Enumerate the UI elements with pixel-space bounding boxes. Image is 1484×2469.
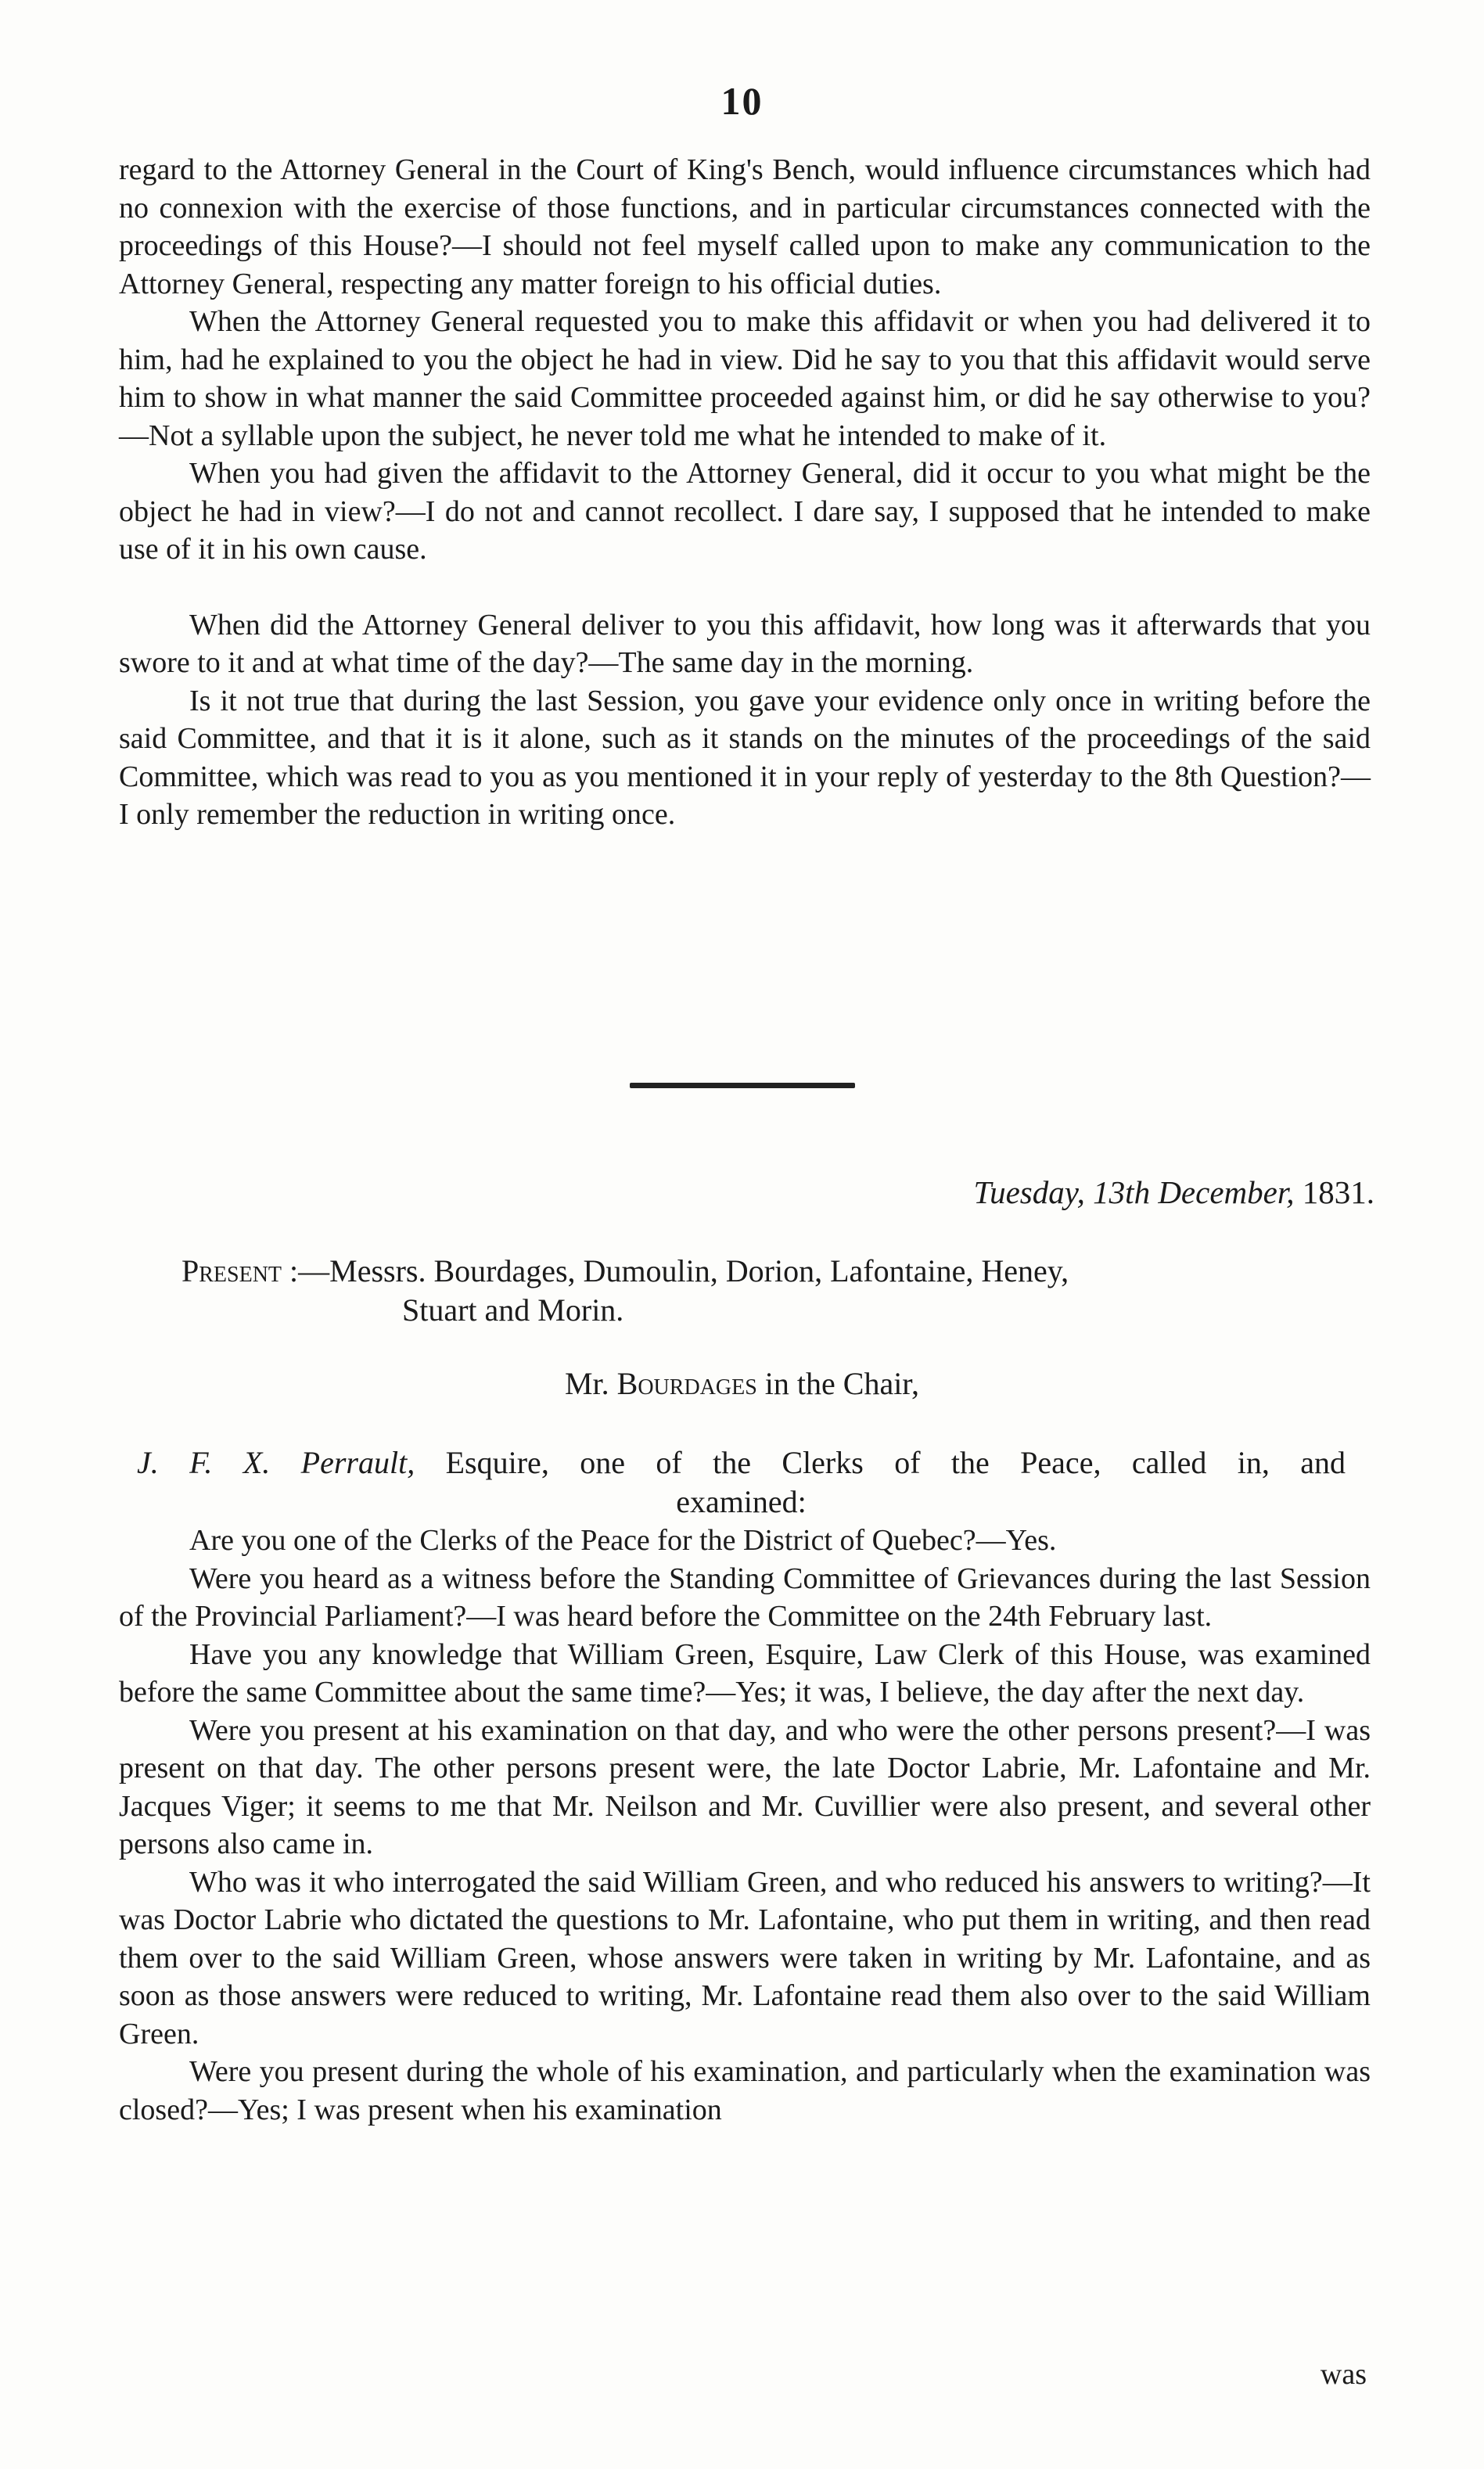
paragraph-11: Were you present during the whole of his examination, and particularly when the examination was closed?—Yes; I was present when his examination [119, 2055, 1371, 2126]
witness-line-1 [137, 1443, 1346, 1482]
dateline-weekday: Tuesday, [973, 1174, 1085, 1210]
paragraph-5: Is it not true that during the last Session, you gave your evidence only once in writing before the said Committee, and that it is it alone, such as it stands on the minutes of the proceedings of the said Committee, which was read to you as you mentioned it in your reply of yesterday to the 8th Question?—I only remember the reduction in writing once. [119, 684, 1371, 831]
paragraph-10: Who was it who interrogated the said William Green, and who reduced his answers to writing?—It was Doctor Labrie who dictated the questions to Mr. Lafontaine, who put them in writing, and then read them over to the said William Green, whose answers were taken in writing by Mr. Lafontaine, and as soon as those answers were reduced to writing, Mr. Lafontaine read them also over to the said William Green. [119, 1865, 1371, 2050]
page-number: 10 [720, 79, 764, 123]
paragraph-3: When you had given the affidavit to the Attorney General, did it occur to you what might be the object he had in view?—I do not and cannot recollect. I dare say, I supposed that he intended to make use of it in his own cause. [119, 457, 1371, 566]
paragraph-gap [119, 569, 1371, 606]
paragraph-8: Have you any knowledge that William Green, Esquire, Law Clerk of this House, was examined before the same Committee about the same time?—Yes; it was, I believe, the day after the next day. [119, 1637, 1371, 1709]
chair-line [0, 1365, 1484, 1402]
dateline [974, 1173, 1374, 1211]
dateline-month: December, [1158, 1174, 1295, 1210]
present-names-1: :—Messrs. Bourdages, Dumoulin, Dorion, Lafontaine, Heney, [289, 1253, 1069, 1288]
witness-name: J. F. X. Perrault, [137, 1445, 415, 1480]
dateline-year: 1831. [1302, 1174, 1374, 1210]
catchword: was [1320, 2358, 1367, 2391]
paragraph-2: When the Attorney General requested you to make this affidavit or when you had delivered it to him, had he explained to you the object he had in view. Did he say to you that this affidavit would serve him to show in what manner the said Committee proceeded against him, or did he say otherwise to you?—Not a syllable upon the subject, he never told me what he intended to make of it. [119, 305, 1371, 452]
dateline-day: 13th [1093, 1174, 1151, 1210]
witness-heading [137, 1443, 1346, 1522]
present-members [181, 1252, 1374, 1330]
paragraph-7: Were you heard as a witness before the Standing Committee of Grievances during the last Session of the Provincial Parliament?—I was heard before the Committee on the 24th February last. [119, 1562, 1371, 1633]
present-label: Present [181, 1253, 282, 1288]
chair-name: Bourdages [616, 1366, 757, 1401]
chair-prefix: Mr. [564, 1366, 609, 1401]
present-names-2: Stuart and Morin. [402, 1292, 624, 1328]
chair-suffix: in the Chair, [764, 1366, 920, 1401]
witness-text-1: Esquire, one of the Clerks of the Peace, called in, and [445, 1445, 1346, 1480]
section-divider [630, 1083, 855, 1088]
paragraph-4: When did the Attorney General deliver to you this affidavit, how long was it afterwards that you swore to it and at what time of the day?—The same day in the morning. [119, 608, 1371, 679]
testimony-section-2 [119, 1522, 1371, 2129]
paragraph-1: regard to the Attorney General in the Court of King's Bench, would influence circumstances which had no connexion with the exercise of those functions, and in particular circumstances connected with the proceedings of this House?—I should not feel myself called upon to make any communication to the Attorney General, respecting any matter foreign to his official duties. [119, 153, 1371, 300]
paragraph-6: Are you one of the Clerks of the Peace for the District of Quebec?—Yes. [189, 1524, 1057, 1557]
witness-text-2: examined: [676, 1484, 807, 1519]
present-line-1 [181, 1252, 1374, 1291]
paragraph-9: Were you present at his examination on that day, and who were the other persons present?—I was present on that day. The other persons present were, the late Doctor Labrie, Mr. Lafontaine and Mr. Jacques Viger; it seems to me that Mr. Neilson and Mr. Cuvillier were also present, and several other persons also came in. [119, 1713, 1371, 1860]
testimony-section-1 [119, 151, 1371, 834]
